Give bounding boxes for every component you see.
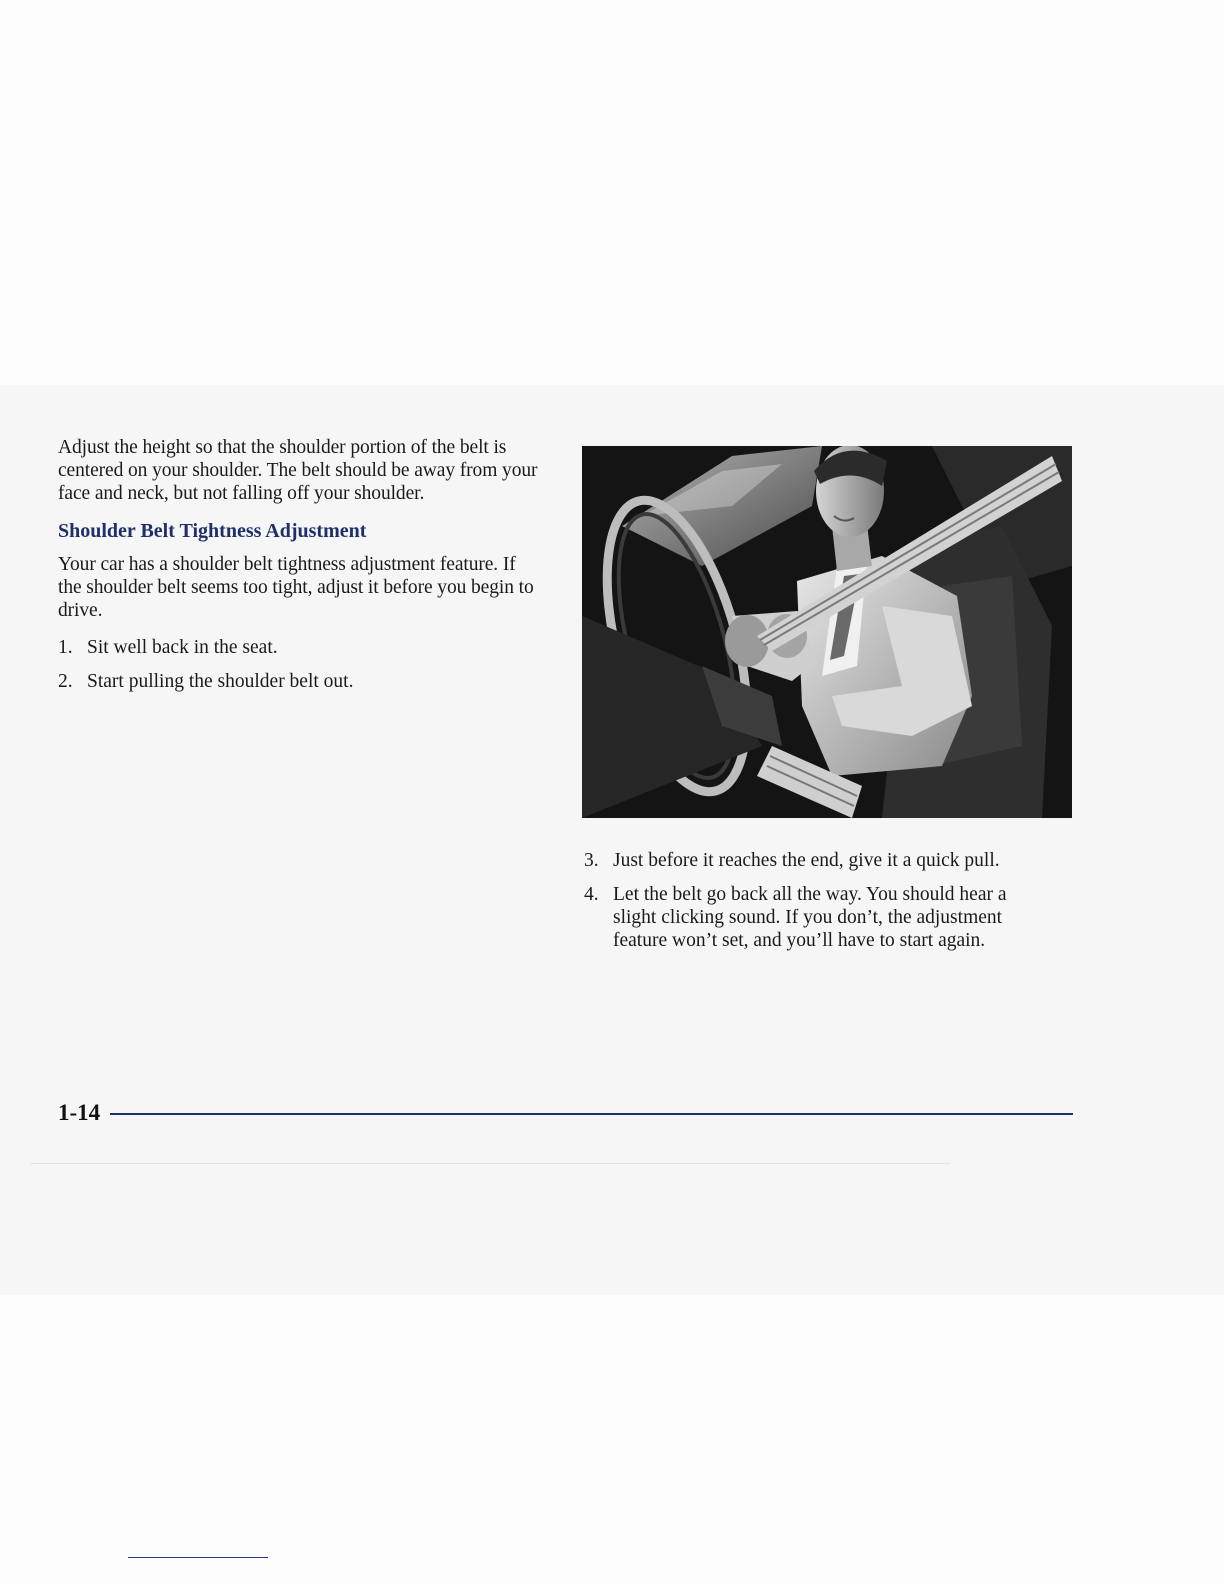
step-text: Start pulling the shoulder belt out. [87,671,354,692]
step-item [58,636,543,659]
left-column [58,436,543,704]
step-item [58,670,543,693]
scan-artifact-line [30,1163,950,1164]
page-number: 1-14 [58,1100,101,1125]
page-footer [58,1097,1073,1129]
step-number: 2. [58,671,73,692]
step-text: Just before it reaches the end, give it a quick pull. [613,850,1000,871]
bottom-rule [128,1557,268,1558]
step-number: 4. [584,884,599,905]
step-number: 3. [584,850,599,871]
right-column [584,849,1054,963]
footer-rule [110,1113,1073,1115]
section-paragraph: Your car has a shoulder belt tightness adjustment feature. If the shoulder belt seems too tight, adjust it before you begin to drive. [58,554,534,621]
seatbelt-illustration-drawing [582,446,1072,818]
seatbelt-illustration [582,446,1072,818]
intro-paragraph: Adjust the height so that the shoulder portion of the belt is centered on your shoulder. The belt should be away from your face and neck, but not falling off your shoulder. [58,437,538,504]
step-item [584,883,1054,952]
step-text: Sit well back in the seat. [87,637,278,658]
section-heading: Shoulder Belt Tightness Adjustment [58,520,367,542]
step-item [584,849,1054,872]
step-text: Let the belt go back all the way. You should hear a slight clicking sound. If you don’t, the adjustment feature won’t set, and you’ll have to start again. [613,884,1007,951]
step-number: 1. [58,637,73,658]
